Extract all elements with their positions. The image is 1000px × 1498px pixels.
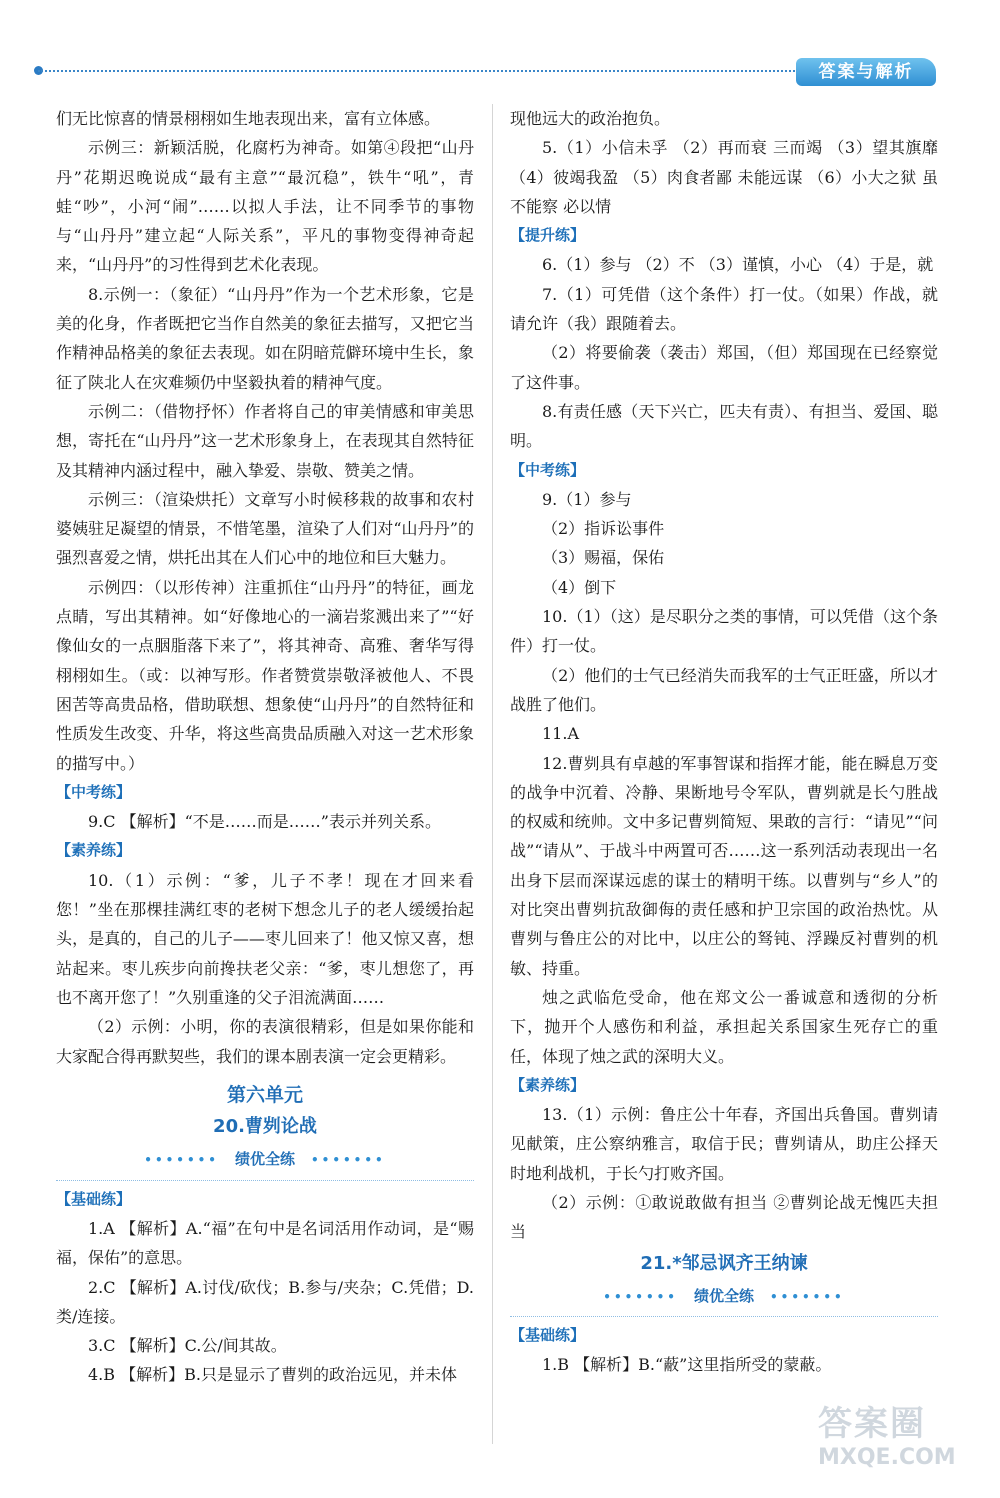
section-banner (510, 1282, 938, 1312)
watermark-line1: 答案圈 (818, 1404, 926, 1444)
banner-rule (510, 1316, 938, 1317)
answer-paragraph: 1.B 【解析】B.“蔽”这里指所受的蒙蔽。 (542, 1355, 832, 1375)
answer-paragraph: 8.示例一：（象征）“山丹丹”作为一个艺术形象，它是美的化身，作者既把它当作自然美的象征去描写，又把它当作精神品格美的象征去表现。如在阴暗荒僻环境中生长，象征了陕北人在灾难频仍中坚毅执着的精神气度。 (56, 284, 474, 392)
header-rule (38, 70, 798, 72)
answer-paragraph: 10.（1）示例：“爹，儿子不孝！现在才回来看您！”坐在那棵挂满红枣的老树下想念儿子的老人缓缓抬起头，是真的，自己的儿子——枣儿回来了！他又惊又喜，想站起来。枣儿疾步向前搀扶老父亲：“爹，枣儿想您了，再也不离开您了！”久别重逢的父子泪流满面…… (56, 870, 474, 1007)
banner-dots: ••••••• (770, 1289, 845, 1304)
answer-paragraph: 9.（1）参与 (542, 489, 632, 509)
answer-paragraph: 8.有责任感（天下兴亡，匹夫有责）、有担当、爱国、聪明。 (510, 401, 938, 451)
answer-paragraph: 13.（1）示例：鲁庄公十年春，齐国出兵鲁国。曹刿请见献策，庄公察纳雅言，取信于民；曹刿请从，助庄公择天时地利战机，于长勺打败齐国。 (510, 1105, 938, 1183)
banner-dots: ••••••• (144, 1153, 219, 1168)
answer-paragraph: （4）倒下 (542, 577, 617, 597)
banner-dots: ••••••• (311, 1153, 386, 1168)
answer-paragraph: 7.（1）可凭借（这个条件）打一仗。（如果）作战，就请允许（我）跟随着去。 (510, 284, 938, 334)
answer-paragraph: 示例三：（渲染烘托）文章写小时候移栽的故事和农村婆姨驻足凝望的情景，不惜笔墨，渲染了人们对“山丹丹”的强烈喜爱之情，烘托出其在人们心中的地位和巨大魅力。 (56, 489, 474, 568)
exercise-heading: 【提升练】 (510, 226, 586, 245)
answer-paragraph: 9.C 【解析】“不是……而是……”表示并列关系。 (88, 812, 441, 832)
banner-rule (56, 1180, 474, 1181)
answer-paragraph: 现他远大的政治抱负。 (510, 109, 671, 128)
answer-paragraph: （2）指诉讼事件 (542, 519, 665, 539)
answer-paragraph: （3）赐福，保佑 (542, 548, 665, 568)
answer-paragraph: 2.C 【解析】A.讨伐/砍伐；B.参与/夹杂；C.凭借；D.类/连接。 (56, 1277, 474, 1326)
watermark-line2: MXQE.COM (818, 1445, 956, 1470)
exercise-heading: 【素养练】 (510, 1075, 586, 1094)
right-column (510, 104, 938, 1380)
answer-paragraph: （2）他们的士气已经消失而我军的士气正旺盛，所以才战胜了他们。 (510, 665, 938, 714)
answer-paragraph: （2）示例：①敢说敢做有担当 ②曹刿论战无愧匹夫担当 (510, 1192, 938, 1242)
answer-paragraph: 10.（1）（这）是尽职分之类的事情，可以凭借（这个条件）打一仗。 (510, 607, 938, 656)
left-column (56, 104, 474, 1390)
banner-dots: ••••••• (603, 1289, 678, 1304)
answer-paragraph: 11.A (542, 724, 579, 744)
banner-label: 绩优全练 (693, 1286, 754, 1305)
answer-paragraph: 烛之武临危受命，他在郑文公一番诚意和透彻的分析下，抛开个人感伤和利益，承担起关系国家生死存亡的重任，体现了烛之武的深明大义。 (510, 987, 938, 1066)
answer-paragraph: 们无比惊喜的情景栩栩如生地表现出来，富有立体感。 (56, 109, 441, 128)
answer-paragraph: 5.（1）小信未孚 （2）再而衰 三而竭 （3）望其旗靡 （4）彼竭我盈 （5）肉食者鄙 未能远谋 （6）小大之狱 虽不能察 必以情 (510, 138, 938, 216)
lesson-title: 21.*邹忌讽齐王纳谏 (640, 1252, 808, 1274)
answer-paragraph: 示例四：（以形传神）注重抓住“山丹丹”的特征，画龙点睛，写出其精神。如“好像地心的一滴岩浆溅出来了”“好像仙女的一点胭脂落下来了”，将其神奇、高雅、奢华写得栩栩如生。（或：以神写形。作者赞赏崇敬泽被他人、不畏困苦等高贵品格，借助联想、想象使“山丹丹”的自然特征和性质发生改变、升华，将这些高贵品质融入对这一艺术形象的描写中。） (56, 577, 474, 773)
answer-paragraph: 3.C 【解析】C.公/间其故。 (88, 1336, 287, 1356)
unit-title: 第六单元 (226, 1083, 303, 1106)
answer-paragraph: 6.（1）参与 （2）不 （3）谨慎，小心 （4）于是，就 (542, 255, 934, 275)
answer-paragraph: （2）示例：小明，你的表演很精彩，但是如果你能和大家配合得再默契些，我们的课本剧表演一定会更精彩。 (56, 1017, 474, 1066)
banner-label: 绩优全练 (234, 1150, 295, 1169)
answer-paragraph: 4.B 【解析】B.只是显示了曹刿的政治远见，并未体 (88, 1365, 457, 1385)
lesson-title: 20.曹刿论战 (213, 1116, 317, 1138)
exercise-heading: 【基础练】 (510, 1326, 586, 1345)
answer-paragraph: 1.A 【解析】A.“福”在句中是名词活用作动词，是“赐福，保佑”的意思。 (56, 1218, 474, 1268)
section-banner (56, 1145, 474, 1175)
answer-paragraph: 示例三：新颖活脱，化腐朽为神奇。如第④段把“山丹丹”花期迟晚说成“最有主意”“最沉稳”，铁牛“吼”，青蛙“吵”，小河“闹”……以拟人手法，让不同季节的事物与“山丹丹”建立起“人际关系”，平凡的事物变得神奇起来，“山丹丹”的习性得到艺术化表现。 (56, 138, 474, 275)
answer-paragraph: 12.曹刿具有卓越的军事智谋和指挥才能，能在瞬息万变的战争中沉着、冷静、果断地号令军队，曹刿就是长勺胜战的权威和统帅。文中多记曹刿简短、果敢的言行：“请见”“问战”“请从”、于战斗中两置可否……这一系列活动表现出一名出身下层而深谋远虑的谋士的精明干练。以曹刿与“乡人”的对比突出曹刿抗敌御侮的责任感和护卫宗国的政治热忱。从曹刿与鲁庄公的对比中，以庄公的驽钝、浮躁反衬曹刿的机敏、持重。 (510, 753, 938, 978)
watermark (818, 1404, 968, 1484)
answer-paragraph: （2）将要偷袭（袭击）郑国，（但）郑国现在已经察觉了这件事。 (510, 343, 938, 392)
column-divider (492, 104, 493, 1444)
exercise-heading: 【中考练】 (510, 460, 586, 479)
exercise-heading: 【中考练】 (56, 782, 132, 801)
section-tab: 答案与解析 (796, 58, 936, 86)
exercise-heading: 【基础练】 (56, 1189, 132, 1208)
exercise-heading: 【素养练】 (56, 841, 132, 860)
answer-paragraph: 示例二：（借物抒怀）作者将自己的审美情感和审美思想，寄托在“山丹丹”这一艺术形象身上，在表现其自然特征及其精神内涵过程中，融入挚爱、崇敬、赞美之情。 (56, 401, 474, 480)
